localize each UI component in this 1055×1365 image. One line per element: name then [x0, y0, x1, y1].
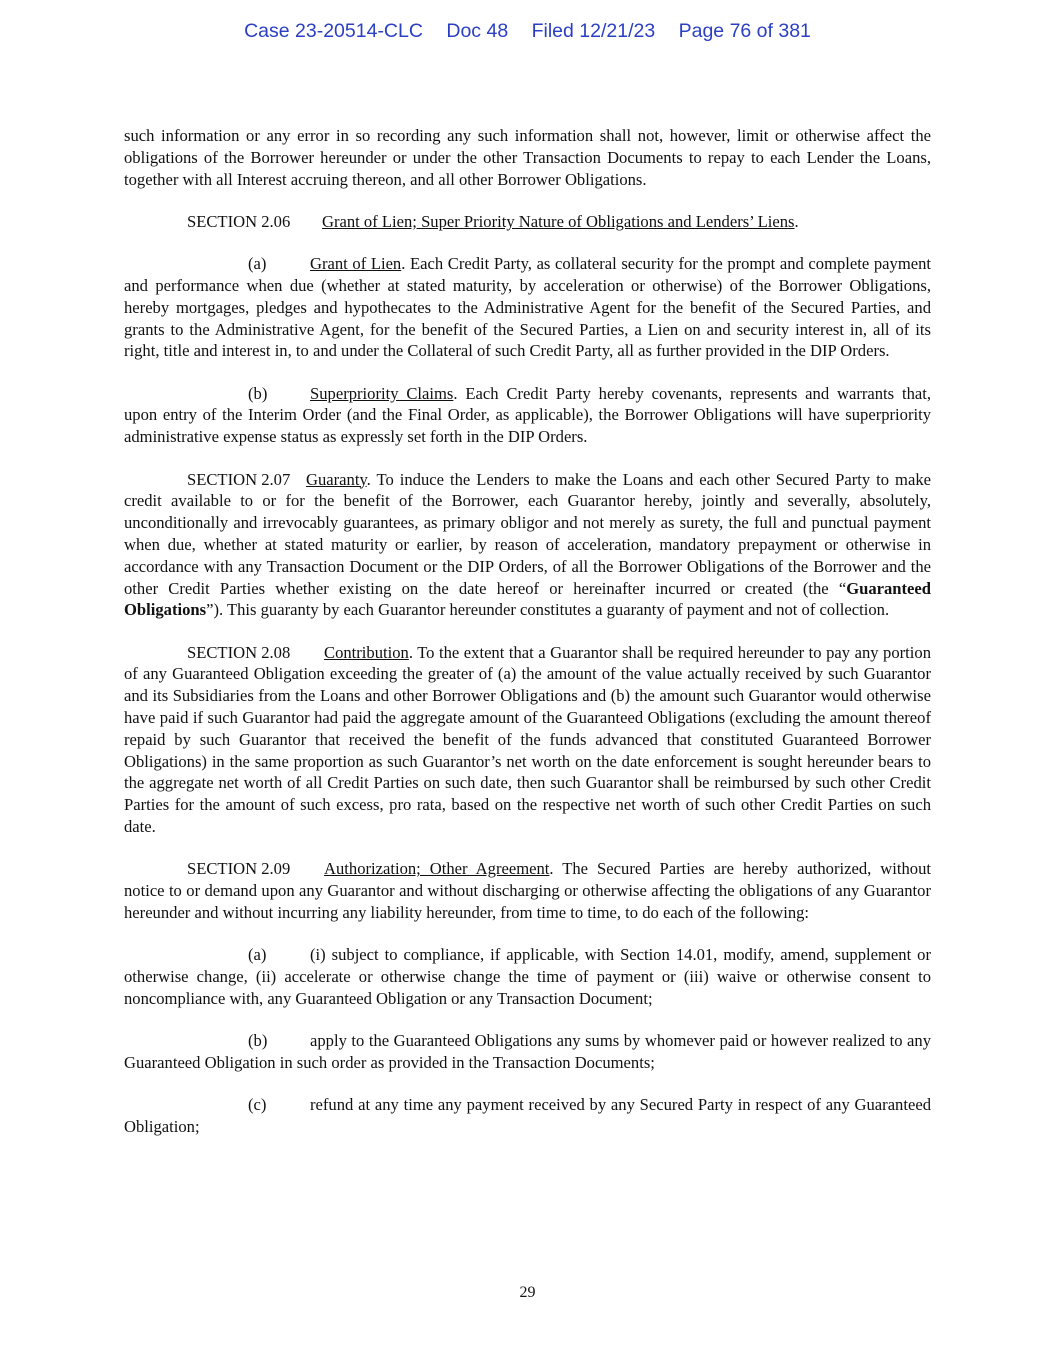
clause-text: Each Credit Party hereby covenants, represents and warrants that, upon entry of the Interim Order (and the Final Order, as applicable), the Borrower Obligations will have superpriority administrative expense status as expressly set forth in the DIP Orders.: [124, 383, 932, 447]
document-body: [124, 125, 931, 1158]
item-text: (i) subject to compliance, if applicable, with Section 14.01, modify, amend, supplement or otherwise change, (ii) accelerate or otherwise change the time of payment or (iii) waive or otherwise consent to noncompliance with, any Guaranteed Obligation or any Transaction Document;: [124, 945, 931, 1008]
section-title: Guaranty: [306, 469, 367, 489]
section-number: SECTION 2.06: [187, 211, 291, 231]
section-title: Authorization; Other Agreement: [324, 859, 550, 879]
page-number: 29: [519, 1284, 536, 1301]
item-b: [124, 1030, 931, 1074]
item-number: (b): [248, 1031, 268, 1051]
doc-number: Doc 48: [446, 20, 509, 42]
section-2-07-guaranty: SECTION 2.07 Guaranty. To induce the Lenders to make the Loans and each other Secured Party to make credit available to or for the benefit of the Borrower, each Guarantor hereby, jointly and severally, absolutely, unconditionally and irrevocably guarantees, as primary obligor and not merely as surety, the full and punctual payment when due, whether at stated maturity or earlier, by reason of acceleration, mandatory prepayment or otherwise in accordance with any Transaction Document or the DIP Orders, of all the Borrower Obligations of the Borrower and the other Credit Parties whether existing on the date hereof or hereinafter incurred or created (the “Guaranteed Obligations”). This guaranty by each Guarantor hereunder constitutes a guaranty of payment and not of collection.: [124, 469, 931, 620]
item-text: refund at any time any payment received by any Secured Party in respect of any Guaranteed Obligation;: [124, 1095, 931, 1136]
item-c: [124, 1094, 931, 1138]
section-number: SECTION 2.08: [187, 642, 291, 662]
clause-number: (b): [248, 383, 268, 403]
clause-a-grant-of-lien: (a) Grant of Lien. Each Credit Party, as collateral security for the prompt and complete payment and performance when due (whether at stated maturity, by acceleration or otherwise) of the Borrower Obligations, hereby mortgages, pledges and hypothecates to the Administrative Agent for the benefit of the Secured Parties, and grants to the Administrative Agent, for the benefit of the Secured Parties, a Lien on and security interest in, all of its right, title and interest in, to and under the Collateral of such Credit Party, all as further provided in the DIP Orders.: [124, 254, 931, 361]
filing-header: [0, 20, 1055, 43]
filed-date: Filed 12/21/23: [531, 20, 656, 42]
section-2-09-authorization: SECTION 2.09 Authorization; Other Agreement. The Secured Parties are hereby authorized, without notice to or demand upon any Guarantor and without discharging or otherwise affecting the obligations of any Guarantor hereunder and without incurring any liability hereunder, from time to time, to do each of the following:: [124, 859, 931, 922]
item-text: apply to the Guaranteed Obligations any sums by whomever paid or however realized to any Guaranteed Obligation in such order as provided in the Transaction Documents;: [124, 1031, 931, 1072]
section-text: To induce the Lenders to make the Loans and each other Secured Party to make credit available to or for the benefit of the Borrower, each Guarantor hereby, jointly and severally, absolutely, unconditionally and irrevocably guarantees, as primary obligor and not merely as surety, the full and punctual payment when due, whether at stated maturity or earlier, by reason of acceleration, mandatory prepayment or otherwise in accordance with any Transaction Document or the DIP Orders, of all the Borrower Obligations of the Borrower and the other Credit Parties whether existing on the date hereof or hereinafter incurred or created (the “: [124, 469, 931, 598]
clause-title: Superpriority Claims: [310, 383, 454, 403]
defined-term: Guaranteed Obligations: [124, 578, 931, 620]
item-a: [124, 944, 931, 1009]
section-title: Contribution: [324, 642, 409, 662]
paragraph-continuation: such information or any error in so recording any such information shall not, however, limit or otherwise affect the obligations of the Borrower hereunder or under the other Transaction Documents to repay to each Lender the Loans, together with all Interest accruing thereon, and all other Borrower Obligations.: [124, 126, 931, 189]
section-text-cont: ”). This guaranty by each Guarantor hereunder constitutes a guaranty of payment and not of collection.: [206, 600, 890, 620]
section-2-06-heading: SECTION 2.06 Grant of Lien; Super Priority Nature of Obligations and Lenders’ Liens.: [187, 211, 799, 231]
item-number: (a): [248, 945, 267, 965]
item-number: (c): [248, 1095, 267, 1115]
clause-text: Each Credit Party, as collateral security for the prompt and complete payment and performance when due (whether at stated maturity, by acceleration or otherwise) of the Borrower Obligations, hereby mortgages, pledges and hypothecates to the Administrative Agent for the benefit of the Secured Parties, and grants to the Administrative Agent, for the benefit of the Secured Parties, a Lien on and security interest in, all of its right, title and interest in, to and under the Collateral of such Credit Party, all as further provided in the DIP Orders.: [124, 254, 931, 361]
section-title: Grant of Lien; Super Priority Nature of Obligations and Lenders’ Liens: [322, 211, 795, 231]
section-text: To the extent that a Guarantor shall be required hereunder to pay any portion of any Guaranteed Obligation exceeding the greater of (a) the amount of the value actually received by such Guarantor and its Subsidiaries from the Loans and other Borrower Obligations and (b) the amount such Guarantor would otherwise have paid if such Guarantor had paid the aggregate amount of the Guaranteed Obligations (excluding the amount thereof repaid by such Guarantor that received the benefit of the funds advanced that constituted Guaranteed Borrower Obligations) in the same proportion as such Guarantor’s net worth on the date enforcement is sought hereunder bears to the aggregate net worth of all Credit Parties on such date, then such Guarantor shall be reimbursed by such other Credit Parties for the amount of such excess, pro rata, based on the respective net worth of such other Credit Parties on such date.: [124, 642, 931, 837]
clause-b-superpriority-claims: (b) Superpriority Claims. Each Credit Party hereby covenants, represents and warrants that, upon entry of the Interim Order (and the Final Order, as applicable), the Borrower Obligations will have superpriority administrative expense status as expressly set forth in the DIP Orders.: [124, 383, 932, 447]
section-number: SECTION 2.09: [187, 859, 291, 879]
section-2-08-contribution: SECTION 2.08 Contribution. To the extent that a Guarantor shall be required hereunder to pay any portion of any Guaranteed Obligation exceeding the greater of (a) the amount of the value actually received by such Guarantor and its Subsidiaries from the Loans and other Borrower Obligations and (b) the amount such Guarantor would otherwise have paid if such Guarantor had paid the aggregate amount of the Guaranteed Obligations (excluding the amount thereof repaid by such Guarantor that received the benefit of the funds advanced that constituted Guaranteed Borrower Obligations) in the same proportion as such Guarantor’s net worth on the date enforcement is sought hereunder bears to the aggregate net worth of all Credit Parties on such date, then such Guarantor shall be reimbursed by such other Credit Parties for the amount of such excess, pro rata, based on the respective net worth of such other Credit Parties on such date.: [124, 642, 931, 837]
clause-title: Grant of Lien: [310, 254, 402, 274]
page-of-total: Page 76 of 381: [678, 20, 811, 42]
section-text: The Secured Parties are hereby authorized, without notice to or demand upon any Guarantor and without discharging or otherwise affecting the obligations of any Guarantor hereunder and without incurring any liability hereunder, from time to time, to do each of the following:: [124, 859, 931, 922]
case-number: Case 23-20514-CLC: [244, 20, 423, 42]
section-number: SECTION 2.07: [187, 469, 291, 489]
clause-number: (a): [248, 254, 267, 274]
